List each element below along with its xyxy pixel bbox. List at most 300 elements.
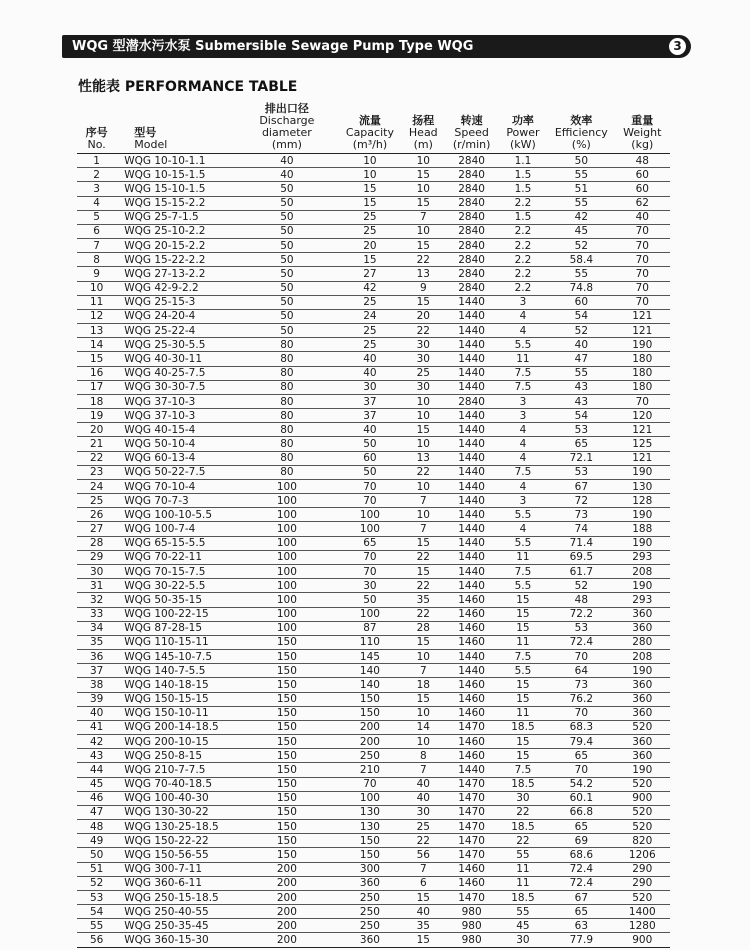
cell-weight: 208 <box>615 650 670 664</box>
cell-head: 15 <box>401 239 445 253</box>
cell-efficiency: 69.5 <box>548 550 614 564</box>
cell-no: 34 <box>77 621 116 635</box>
cell-capacity: 70 <box>339 494 401 508</box>
header-speed-en: Speed <box>454 126 489 139</box>
cell-no: 20 <box>77 423 116 437</box>
cell-no: 56 <box>77 933 116 947</box>
cell-head: 15 <box>401 564 445 578</box>
cell-discharge-diameter: 200 <box>235 876 339 890</box>
cell-speed: 1440 <box>445 451 497 465</box>
cell-model: WQG 150-22-22 <box>116 834 235 848</box>
cell-no: 3 <box>77 182 116 196</box>
cell-no: 13 <box>77 324 116 338</box>
cell-model: WQG 40-25-7.5 <box>116 366 235 380</box>
cell-power: 7.5 <box>498 650 548 664</box>
cell-efficiency: 65 <box>548 820 614 834</box>
cell-speed: 1440 <box>445 550 497 564</box>
cell-no: 31 <box>77 579 116 593</box>
cell-no: 16 <box>77 366 116 380</box>
table-row <box>77 536 670 550</box>
table-row <box>77 890 670 904</box>
cell-model: WQG 300-7-11 <box>116 862 235 876</box>
cell-head: 30 <box>401 352 445 366</box>
cell-no: 15 <box>77 352 116 366</box>
cell-efficiency: 53 <box>548 621 614 635</box>
cell-weight: 70 <box>615 224 670 238</box>
cell-model: WQG 130-30-22 <box>116 805 235 819</box>
cell-power: 30 <box>498 791 548 805</box>
table-row <box>77 621 670 635</box>
cell-no: 29 <box>77 550 116 564</box>
cell-power: 3 <box>498 494 548 508</box>
cell-efficiency: 67 <box>548 890 614 904</box>
cell-model: WQG 40-15-4 <box>116 423 235 437</box>
cell-discharge-diameter: 150 <box>235 834 339 848</box>
cell-power: 1.5 <box>498 168 548 182</box>
cell-model: WQG 30-30-7.5 <box>116 380 235 394</box>
cell-speed: 1440 <box>445 479 497 493</box>
cell-head: 15 <box>401 692 445 706</box>
table-row <box>77 154 670 168</box>
table-row <box>77 338 670 352</box>
cell-power: 15 <box>498 678 548 692</box>
cell-capacity: 60 <box>339 451 401 465</box>
cell-discharge-diameter: 40 <box>235 154 339 168</box>
cell-speed: 2840 <box>445 168 497 182</box>
cell-discharge-diameter: 50 <box>235 210 339 224</box>
cell-head: 10 <box>401 437 445 451</box>
cell-capacity: 50 <box>339 593 401 607</box>
table-row <box>77 451 670 465</box>
cell-power: 5.5 <box>498 579 548 593</box>
cell-speed: 1470 <box>445 820 497 834</box>
cell-weight: 900 <box>615 791 670 805</box>
cell-head: 22 <box>401 324 445 338</box>
cell-weight: 121 <box>615 451 670 465</box>
cell-power: 5.5 <box>498 338 548 352</box>
cell-efficiency: 55 <box>548 366 614 380</box>
table-row <box>77 239 670 253</box>
cell-capacity: 110 <box>339 635 401 649</box>
header-efficiency-unit: (%) <box>571 138 591 151</box>
table-row <box>77 834 670 848</box>
cell-speed: 1440 <box>445 324 497 338</box>
cell-model: WQG 50-22-7.5 <box>116 465 235 479</box>
cell-efficiency: 55 <box>548 267 614 281</box>
cell-speed: 1440 <box>445 465 497 479</box>
cell-speed: 2840 <box>445 154 497 168</box>
cell-power: 7.5 <box>498 366 548 380</box>
cell-head: 56 <box>401 848 445 862</box>
cell-weight: 360 <box>615 706 670 720</box>
cell-head: 30 <box>401 380 445 394</box>
cell-capacity: 250 <box>339 919 401 933</box>
cell-capacity: 50 <box>339 465 401 479</box>
cell-efficiency: 67 <box>548 479 614 493</box>
cell-weight: 190 <box>615 508 670 522</box>
cell-power: 4 <box>498 309 548 323</box>
cell-model: WQG 37-10-3 <box>116 409 235 423</box>
cell-capacity: 130 <box>339 820 401 834</box>
cell-efficiency: 54 <box>548 309 614 323</box>
header-capacity-en: Capacity <box>345 126 394 139</box>
cell-no: 17 <box>77 380 116 394</box>
cell-model: WQG 100-40-30 <box>116 791 235 805</box>
cell-discharge-diameter: 100 <box>235 593 339 607</box>
cell-capacity: 100 <box>339 607 401 621</box>
table-row <box>77 281 670 295</box>
cell-model: WQG 37-10-3 <box>116 394 235 408</box>
cell-model: WQG 65-15-5.5 <box>116 536 235 550</box>
cell-discharge-diameter: 200 <box>235 890 339 904</box>
cell-discharge-diameter: 150 <box>235 820 339 834</box>
cell-power: 55 <box>498 905 548 919</box>
cell-power: 2.2 <box>498 253 548 267</box>
cell-power: 7.5 <box>498 564 548 578</box>
cell-discharge-diameter: 200 <box>235 862 339 876</box>
table-row <box>77 635 670 649</box>
table-row <box>77 182 670 196</box>
cell-capacity: 20 <box>339 239 401 253</box>
cell-efficiency: 40 <box>548 338 614 352</box>
cell-speed: 1440 <box>445 338 497 352</box>
cell-model: WQG 50-10-4 <box>116 437 235 451</box>
cell-head: 15 <box>401 536 445 550</box>
cell-speed: 1440 <box>445 536 497 550</box>
cell-power: 7.5 <box>498 465 548 479</box>
cell-capacity: 145 <box>339 650 401 664</box>
cell-head: 22 <box>401 550 445 564</box>
cell-efficiency: 55 <box>548 196 614 210</box>
cell-capacity: 70 <box>339 550 401 564</box>
cell-power: 3 <box>498 394 548 408</box>
cell-efficiency: 61.7 <box>548 564 614 578</box>
cell-speed: 1440 <box>445 366 497 380</box>
cell-weight: 1400 <box>615 905 670 919</box>
cell-head: 15 <box>401 196 445 210</box>
cell-capacity: 25 <box>339 338 401 352</box>
header-power-cn: 功率 <box>511 114 534 127</box>
cell-no: 37 <box>77 664 116 678</box>
cell-no: 25 <box>77 494 116 508</box>
header-weight-cn: 重量 <box>631 114 654 127</box>
cell-no: 21 <box>77 437 116 451</box>
cell-capacity: 87 <box>339 621 401 635</box>
cell-speed: 2840 <box>445 210 497 224</box>
cell-weight: 121 <box>615 324 670 338</box>
cell-head: 10 <box>401 508 445 522</box>
cell-weight: 70 <box>615 394 670 408</box>
cell-weight: 360 <box>615 749 670 763</box>
cell-capacity: 42 <box>339 281 401 295</box>
cell-weight: 62 <box>615 196 670 210</box>
cell-head: 10 <box>401 650 445 664</box>
cell-efficiency: 52 <box>548 324 614 338</box>
cell-head: 25 <box>401 366 445 380</box>
cell-efficiency: 53 <box>548 465 614 479</box>
table-row <box>77 437 670 451</box>
cell-efficiency: 55 <box>548 168 614 182</box>
cell-power: 2.2 <box>498 267 548 281</box>
cell-discharge-diameter: 200 <box>235 905 339 919</box>
cell-model: WQG 27-13-2.2 <box>116 267 235 281</box>
cell-speed: 1460 <box>445 678 497 692</box>
cell-power: 11 <box>498 876 548 890</box>
cell-power: 3 <box>498 409 548 423</box>
header-discharge-diameter-cn: 排出口径 <box>264 102 309 115</box>
table-row <box>77 607 670 621</box>
cell-discharge-diameter: 100 <box>235 579 339 593</box>
cell-no: 52 <box>77 876 116 890</box>
cell-efficiency: 45 <box>548 224 614 238</box>
cell-discharge-diameter: 150 <box>235 664 339 678</box>
table-row <box>77 423 670 437</box>
header-efficiency <box>548 101 614 154</box>
cell-efficiency: 64 <box>548 664 614 678</box>
table-row <box>77 267 670 281</box>
cell-no: 46 <box>77 791 116 805</box>
cell-discharge-diameter: 150 <box>235 735 339 749</box>
cell-power: 1.1 <box>498 154 548 168</box>
cell-model: WQG 30-22-5.5 <box>116 579 235 593</box>
table-row <box>77 678 670 692</box>
table-row <box>77 324 670 338</box>
cell-model: WQG 50-35-15 <box>116 593 235 607</box>
cell-model: WQG 250-35-45 <box>116 919 235 933</box>
cell-weight: 360 <box>615 607 670 621</box>
cell-head: 10 <box>401 154 445 168</box>
cell-speed: 1460 <box>445 735 497 749</box>
cell-weight: 360 <box>615 621 670 635</box>
cell-speed: 2840 <box>445 196 497 210</box>
cell-capacity: 200 <box>339 720 401 734</box>
cell-discharge-diameter: 200 <box>235 919 339 933</box>
cell-no: 30 <box>77 564 116 578</box>
cell-model: WQG 25-10-2.2 <box>116 224 235 238</box>
cell-efficiency: 68.3 <box>548 720 614 734</box>
cell-efficiency: 65 <box>548 749 614 763</box>
cell-no: 53 <box>77 890 116 904</box>
table-row <box>77 366 670 380</box>
cell-power: 18.5 <box>498 720 548 734</box>
cell-speed: 1460 <box>445 635 497 649</box>
cell-discharge-diameter: 50 <box>235 295 339 309</box>
cell-efficiency: 72.4 <box>548 635 614 649</box>
cell-head: 7 <box>401 522 445 536</box>
cell-speed: 2840 <box>445 253 497 267</box>
header-no-cn: 序号 <box>85 126 108 139</box>
cell-speed: 1440 <box>445 295 497 309</box>
cell-discharge-diameter: 100 <box>235 494 339 508</box>
cell-capacity: 100 <box>339 522 401 536</box>
cell-speed: 1460 <box>445 692 497 706</box>
cell-model: WQG 42-9-2.2 <box>116 281 235 295</box>
cell-weight: 280 <box>615 635 670 649</box>
cell-speed: 1440 <box>445 650 497 664</box>
table-row <box>77 664 670 678</box>
cell-discharge-diameter: 100 <box>235 522 339 536</box>
cell-power: 11 <box>498 352 548 366</box>
cell-speed: 1440 <box>445 564 497 578</box>
cell-capacity: 40 <box>339 366 401 380</box>
cell-speed: 1440 <box>445 380 497 394</box>
cell-speed: 1460 <box>445 621 497 635</box>
cell-power: 15 <box>498 749 548 763</box>
cell-weight: 190 <box>615 664 670 678</box>
cell-power: 18.5 <box>498 777 548 791</box>
cell-model: WQG 210-7-7.5 <box>116 763 235 777</box>
header-speed <box>445 101 497 154</box>
cell-capacity: 200 <box>339 735 401 749</box>
cell-speed: 2840 <box>445 267 497 281</box>
cell-power: 4 <box>498 451 548 465</box>
cell-speed: 1470 <box>445 791 497 805</box>
cell-no: 18 <box>77 394 116 408</box>
cell-weight: 293 <box>615 593 670 607</box>
header-weight-unit: (kg) <box>631 138 654 151</box>
cell-head: 40 <box>401 777 445 791</box>
cell-efficiency: 76.2 <box>548 692 614 706</box>
header-no-en: No. <box>87 138 106 151</box>
cell-speed: 1440 <box>445 494 497 508</box>
cell-model: WQG 250-8-15 <box>116 749 235 763</box>
cell-discharge-diameter: 80 <box>235 423 339 437</box>
cell-weight: 360 <box>615 735 670 749</box>
header-capacity-cn: 流量 <box>358 114 381 127</box>
cell-no: 23 <box>77 465 116 479</box>
cell-discharge-diameter: 150 <box>235 791 339 805</box>
cell-head: 25 <box>401 820 445 834</box>
cell-speed: 2840 <box>445 281 497 295</box>
cell-speed: 1460 <box>445 607 497 621</box>
cell-head: 35 <box>401 919 445 933</box>
cell-capacity: 30 <box>339 380 401 394</box>
cell-capacity: 15 <box>339 253 401 267</box>
header-model <box>116 101 235 154</box>
cell-head: 15 <box>401 295 445 309</box>
cell-no: 48 <box>77 820 116 834</box>
cell-no: 6 <box>77 224 116 238</box>
cell-discharge-diameter: 100 <box>235 479 339 493</box>
cell-capacity: 37 <box>339 409 401 423</box>
cell-no: 50 <box>77 848 116 862</box>
cell-power: 7.5 <box>498 380 548 394</box>
cell-weight: 120 <box>615 409 670 423</box>
cell-weight: 70 <box>615 295 670 309</box>
performance-table <box>77 101 670 948</box>
cell-efficiency: 70 <box>548 706 614 720</box>
cell-discharge-diameter: 150 <box>235 635 339 649</box>
cell-capacity: 150 <box>339 706 401 720</box>
cell-no: 12 <box>77 309 116 323</box>
table-row <box>77 791 670 805</box>
cell-head: 20 <box>401 309 445 323</box>
cell-discharge-diameter: 150 <box>235 650 339 664</box>
cell-capacity: 10 <box>339 168 401 182</box>
cell-model: WQG 25-7-1.5 <box>116 210 235 224</box>
cell-head: 10 <box>401 224 445 238</box>
cell-no: 11 <box>77 295 116 309</box>
cell-model: WQG 250-15-18.5 <box>116 890 235 904</box>
cell-weight: 290 <box>615 862 670 876</box>
header-efficiency-en: Efficiency <box>554 126 608 139</box>
cell-head: 9 <box>401 281 445 295</box>
cell-efficiency: 69 <box>548 834 614 848</box>
header-discharge-diameter-en: Discharge diameter <box>259 114 315 139</box>
cell-speed: 1470 <box>445 834 497 848</box>
table-row <box>77 494 670 508</box>
cell-efficiency: 72 <box>548 494 614 508</box>
table-body <box>77 154 670 948</box>
cell-power: 11 <box>498 706 548 720</box>
table-row <box>77 253 670 267</box>
cell-model: WQG 140-18-15 <box>116 678 235 692</box>
table-row <box>77 394 670 408</box>
cell-efficiency: 70 <box>548 763 614 777</box>
cell-weight: 520 <box>615 890 670 904</box>
cell-weight: 60 <box>615 182 670 196</box>
cell-weight: 70 <box>615 239 670 253</box>
cell-discharge-diameter: 150 <box>235 720 339 734</box>
cell-weight: 900 <box>615 933 670 947</box>
cell-discharge-diameter: 80 <box>235 451 339 465</box>
cell-weight: 1280 <box>615 919 670 933</box>
cell-head: 22 <box>401 253 445 267</box>
cell-efficiency: 60 <box>548 295 614 309</box>
cell-speed: 1440 <box>445 437 497 451</box>
cell-head: 13 <box>401 451 445 465</box>
cell-discharge-diameter: 150 <box>235 763 339 777</box>
cell-speed: 1460 <box>445 706 497 720</box>
cell-power: 5.5 <box>498 508 548 522</box>
cell-power: 15 <box>498 593 548 607</box>
cell-weight: 290 <box>615 876 670 890</box>
cell-power: 4 <box>498 479 548 493</box>
cell-capacity: 24 <box>339 309 401 323</box>
cell-capacity: 70 <box>339 479 401 493</box>
table-row <box>77 593 670 607</box>
cell-capacity: 40 <box>339 352 401 366</box>
cell-discharge-diameter: 150 <box>235 692 339 706</box>
cell-weight: 121 <box>615 423 670 437</box>
cell-weight: 520 <box>615 720 670 734</box>
cell-capacity: 150 <box>339 848 401 862</box>
table-row <box>77 692 670 706</box>
cell-head: 7 <box>401 664 445 678</box>
cell-no: 36 <box>77 650 116 664</box>
table-row <box>77 777 670 791</box>
cell-power: 3 <box>498 295 548 309</box>
cell-model: WQG 15-10-1.5 <box>116 182 235 196</box>
cell-no: 55 <box>77 919 116 933</box>
cell-discharge-diameter: 50 <box>235 182 339 196</box>
cell-speed: 1440 <box>445 423 497 437</box>
cell-weight: 360 <box>615 692 670 706</box>
cell-weight: 180 <box>615 366 670 380</box>
cell-discharge-diameter: 100 <box>235 564 339 578</box>
cell-capacity: 15 <box>339 196 401 210</box>
cell-model: WQG 200-10-15 <box>116 735 235 749</box>
cell-model: WQG 150-56-55 <box>116 848 235 862</box>
table-row <box>77 848 670 862</box>
cell-capacity: 30 <box>339 579 401 593</box>
cell-speed: 2840 <box>445 182 497 196</box>
cell-head: 28 <box>401 621 445 635</box>
cell-capacity: 37 <box>339 394 401 408</box>
header-capacity-unit: (m³/h) <box>352 138 388 151</box>
cell-no: 4 <box>77 196 116 210</box>
cell-efficiency: 52 <box>548 579 614 593</box>
